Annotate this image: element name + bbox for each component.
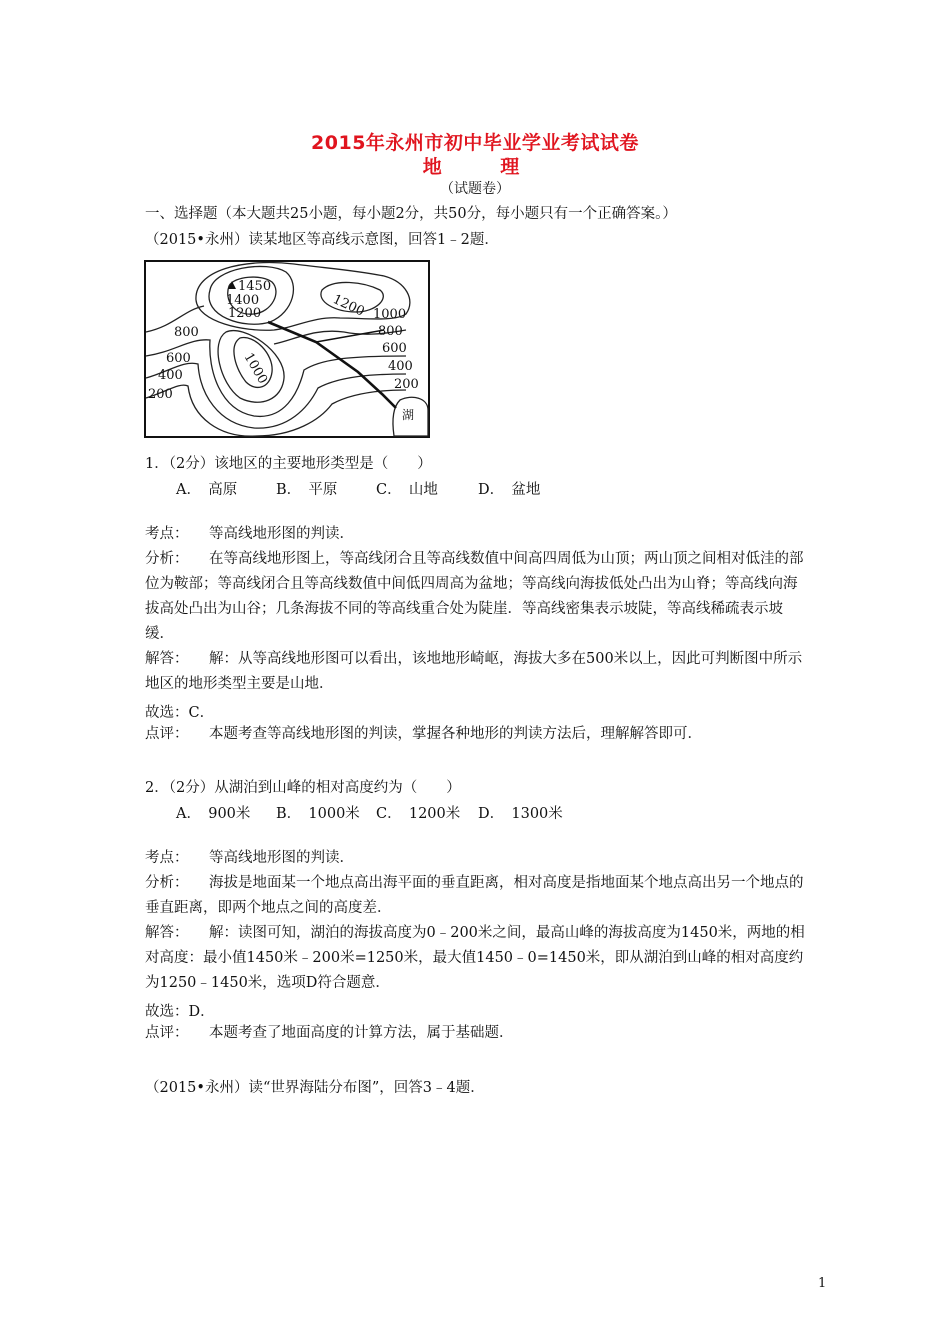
q2-option-a: A． 900米 <box>176 806 251 822</box>
q1-option-b: B． 平原 <box>276 482 338 498</box>
q2-jieda-text: 解：读图可知，湖泊的海拔高度为0﹣200米之间，最高山峰的海拔高度为1450米，两地的相对高度：最小值1450米﹣200米=1250米，最大值1450﹣0=1450米，即从湖泊到山峰的相对高度约为1250﹣1450米，选项D符合题意． <box>145 925 805 991</box>
q2-fenxi-text: 海拔是地面某一个地点高出海平面的垂直距离，相对高度是指地面某个地点高出另一个地点的垂直距离，即两个地点之间的高度差． <box>145 875 804 916</box>
q2-option-b: B． 1000米 <box>276 806 360 822</box>
q2-fenxi <box>145 871 805 921</box>
q1-fenxi <box>145 547 805 647</box>
q1-jieda <box>145 647 805 697</box>
q1-dianping-text: 本题考查等高线地形图的判读，掌握各种地形的判读方法后，理解解答即可． <box>209 726 702 742</box>
q1-option-c: C． 山地 <box>376 482 438 498</box>
q2-dianping-text: 本题考查了地面高度的计算方法，属于基础题． <box>209 1025 514 1041</box>
label-1000-south: 1000 <box>240 350 271 387</box>
question-group-intro-1: （2015•永州）读某地区等高线示意图，回答1﹣2题． <box>145 232 499 248</box>
q2-options <box>176 802 563 823</box>
subject-title: 地 理 <box>422 156 546 178</box>
q2-kaodian-text: 等高线地形图的判读． <box>209 850 354 866</box>
q1-jieda-text: 解：从等高线地形图可以看出，该地地形崎岖，海拔大多在500米以上，因此可判断图中所示地区的地形类型主要是山地． <box>145 651 803 692</box>
q1-stem: 1．（2分）该地区的主要地形类型是（ ） <box>145 456 432 472</box>
q1-option-a: A． 高原 <box>176 482 238 498</box>
q2-dianping <box>145 1021 805 1046</box>
q1-options <box>176 478 540 499</box>
q1-dianping <box>145 722 805 747</box>
label-400-west: 400 <box>158 368 183 383</box>
q1-kaodian-text: 等高线地形图的判读． <box>209 526 354 542</box>
contour-map <box>144 260 430 438</box>
q2-jieda <box>145 921 805 996</box>
q2-stem: 2．（2分）从湖泊到山峰的相对高度约为（ ） <box>145 780 461 796</box>
q1-fenxi-text: 在等高线地形图上，等高线闭合且等高线数值中间高四周低为山顶；两山顶之间相对低洼的部位为鞍部；等高线闭合且等高线数值中间低四周高为盆地；等高线向海拔低处凸出为山脊；等高线向海拔高处凸出为山谷；几条海拔不同的等高线重合处为陡崖．等高线密集表示坡陡，等高线稀疏表示坡缓． <box>145 551 804 642</box>
label-600-east: 600 <box>382 341 407 356</box>
q1-kaodian <box>145 522 805 547</box>
section-heading: 一、选择题（本大题共25小题，每小题2分，共50分，每小题只有一个正确答案。） <box>145 206 677 222</box>
q2-answer: 故选：D． <box>145 1004 215 1020</box>
exam-subtitle: （试题卷） <box>440 181 510 197</box>
page-number: 1 <box>818 1276 827 1291</box>
q1-answer: 故选：C． <box>145 705 215 721</box>
q1-kaodian-label: 考点： <box>145 526 189 542</box>
label-600-west: 600 <box>166 351 191 366</box>
label-400-east: 400 <box>388 359 413 374</box>
q2-kaodian-label: 考点： <box>145 850 189 866</box>
label-1200-east: 1200 <box>330 292 367 320</box>
q2-fenxi-label: 分析： <box>145 875 189 891</box>
label-lake: 湖 <box>402 408 415 422</box>
label-1000-east: 1000 <box>373 307 407 322</box>
label-200-west: 200 <box>148 387 173 402</box>
exam-title: 2015年永州市初中毕业学业考试试卷 <box>311 132 639 154</box>
label-800-west: 800 <box>174 325 199 340</box>
q2-option-c: C． 1200米 <box>376 806 461 822</box>
q1-jieda-label: 解答： <box>145 651 189 667</box>
label-1400: 1400 <box>226 293 260 308</box>
label-200-east: 200 <box>394 377 419 392</box>
label-1200-peak: 1200 <box>228 306 262 321</box>
question-group-intro-2: （2015•永州）读“世界海陆分布图”，回答3﹣4题． <box>145 1080 485 1096</box>
q1-option-d: D． 盆地 <box>478 482 541 498</box>
q2-option-d: D． 1300米 <box>478 806 563 822</box>
q1-fenxi-label: 分析： <box>145 551 189 567</box>
q2-kaodian <box>145 846 805 871</box>
label-800-east: 800 <box>378 324 403 339</box>
q1-dianping-label: 点评： <box>145 726 189 742</box>
label-1450: 1450 <box>238 279 272 294</box>
q2-jieda-label: 解答： <box>145 925 189 941</box>
q2-dianping-label: 点评： <box>145 1025 189 1041</box>
